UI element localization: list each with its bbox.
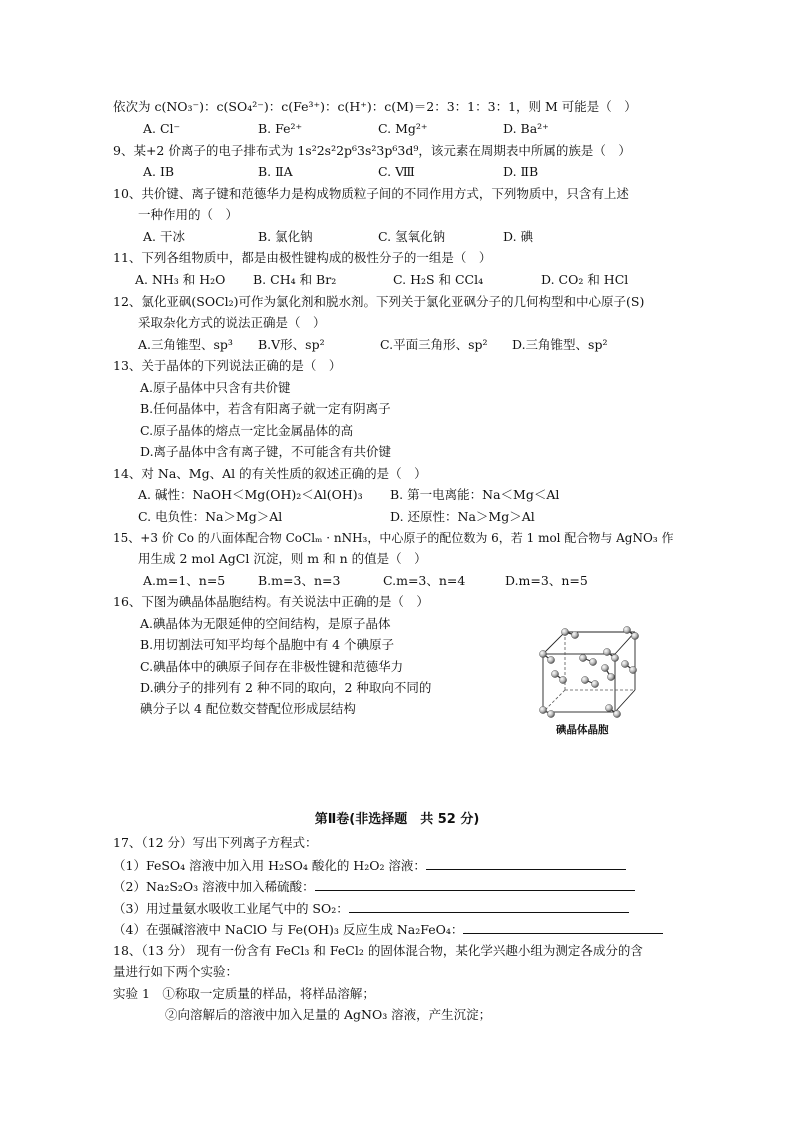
q13-option-c: C.原子晶体的熔点一定比金属晶体的高 <box>140 423 354 438</box>
q15-option-d: D.m=3、n=5 <box>505 573 588 588</box>
q17-part-3 <box>113 900 629 917</box>
q12-option-d: D.三角锥型、sp² <box>512 337 608 352</box>
q9-option-a: A. ⅠB <box>143 164 175 179</box>
q14-option-a: A. 碱性：NaOH＜Mg(OH)₂＜Al(OH)₃ <box>138 487 363 502</box>
q10-stem-1: 10、共价键、离子键和范德华力是构成物质粒子间的不同作用方式，下列物质中，只含有上述 <box>113 186 629 201</box>
q18-stem-2: 量进行如下两个实验： <box>113 964 239 979</box>
q17-part-3-blank[interactable] <box>349 900 629 913</box>
q10-option-b: B. 氯化钠 <box>258 229 313 244</box>
q12-stem-1: 12、氯化亚砜(SOCl₂)可作为氯化剂和脱水剂。下列关于氯化亚砜分子的几何构型和中心原子(S) <box>113 294 645 309</box>
q9-option-b: B. ⅡA <box>258 164 293 179</box>
q8-option-c: C. Mg²⁺ <box>378 121 428 136</box>
q13-option-b: B.任何晶体中，若含有阳离子就一定有阴离子 <box>140 401 391 416</box>
q15-option-a: A.m=1、n=5 <box>143 573 226 588</box>
q12-option-a: A.三角锥型、sp³ <box>138 337 233 352</box>
q10-stem-2: 一种作用的（ ） <box>138 207 239 222</box>
q9-stem: 9、某+2 价离子的电子排布式为 1s²2s²2p⁶3s²3p⁶3d⁹，该元素在周期表中所属的族是（ ） <box>113 143 631 158</box>
q9-option-c: C. Ⅷ <box>378 164 415 179</box>
q14-option-c: C. 电负性：Na＞Mg＞Al <box>138 509 283 524</box>
q11-stem: 11、下列各组物质中，都是由极性键构成的极性分子的一组是（ ） <box>113 250 492 265</box>
q17-part-4 <box>113 921 663 938</box>
q16-option-b: B.用切割法可知平均每个晶胞中有 4 个碘原子 <box>140 637 395 652</box>
iodine-unit-cell-figure <box>525 622 645 722</box>
q10-option-d: D. 碘 <box>503 229 534 244</box>
q11-option-a: A. NH₃ 和 H₂O <box>135 272 226 287</box>
q11-option-b: B. CH₄ 和 Br₂ <box>253 272 337 287</box>
q16-option-d-1: D.碘分子的排列有 2 种不同的取向，2 种取向不同的 <box>140 680 432 695</box>
q8-option-b: B. Fe²⁺ <box>258 121 303 136</box>
q10-option-a: A. 干冰 <box>143 229 185 244</box>
q15-option-b: B.m=3、n=3 <box>258 573 341 588</box>
q17-part-4-blank[interactable] <box>463 921 663 934</box>
q12-option-b: B.V形、sp² <box>258 337 325 352</box>
q18-experiment-1-step-2: ②向溶解后的溶液中加入足量的 AgNO₃ 溶液，产生沉淀； <box>165 1007 492 1022</box>
q16-stem: 16、下图为碘晶体晶胞结构。有关说法中正确的是（ ） <box>113 594 429 609</box>
q17-part-2-blank[interactable] <box>315 878 635 891</box>
q8-stem: 依次为 c(NO₃⁻)：c(SO₄²⁻)：c(Fe³⁺)：c(H⁺)：c(M)＝2：3：1：3：1，则 M 可能是（ ） <box>113 99 637 114</box>
q18-experiment-1-step-1: 实验 1 ①称取一定质量的样品，将样品溶解； <box>113 986 375 1001</box>
section-title: 第Ⅱ卷(非选择题 共 52 分) <box>314 812 480 827</box>
q17-part-1-label: （1）FeSO₄ 溶液中加入用 H₂SO₄ 酸化的 H₂O₂ 溶液： <box>113 858 426 873</box>
q9-option-d: D. ⅡB <box>503 164 539 179</box>
q13-option-d: D.离子晶体中含有离子键，不可能含有共价键 <box>140 444 392 459</box>
q17-part-3-label: （3）用过量氨水吸收工业尾气中的 SO₂： <box>113 901 349 916</box>
q10-option-c: C. 氢氧化钠 <box>378 229 446 244</box>
q13-option-a: A.原子晶体中只含有共价键 <box>140 380 291 395</box>
q17-part-2-label: （2）Na₂S₂O₃ 溶液中加入稀硫酸： <box>113 879 315 894</box>
q16-option-c: C.碘晶体中的碘原子间存在非极性键和范德华力 <box>140 659 404 674</box>
q16-option-a: A.碘晶体为无限延伸的空间结构，是原子晶体 <box>140 616 391 631</box>
q17-part-1 <box>113 857 626 874</box>
q11-option-d: D. CO₂ 和 HCl <box>541 272 629 287</box>
q18-stem-1: 18、（13 分） 现有一份含有 FeCl₃ 和 FeCl₂ 的固体混合物，某化学兴趣小组为测定各成分的含 <box>113 943 643 958</box>
q13-stem: 13、关于晶体的下列说法正确的是（ ） <box>113 358 342 373</box>
q14-stem: 14、对 Na、Mg、Al 的有关性质的叙述正确的是（ ） <box>113 466 427 481</box>
q17-part-1-blank[interactable] <box>426 857 626 870</box>
q15-stem-2: 用生成 2 mol AgCl 沉淀，则 m 和 n 的值是（ ） <box>138 551 427 566</box>
q14-option-b: B. 第一电离能：Na＜Mg＜Al <box>390 487 560 502</box>
q8-option-a: A. Cl⁻ <box>143 121 181 136</box>
q16-option-d-2: 碘分子以 4 配位数交替配位形成层结构 <box>140 701 356 716</box>
q11-option-c: C. H₂S 和 CCl₄ <box>393 272 484 287</box>
q12-option-c: C.平面三角形、sp² <box>380 337 488 352</box>
q8-option-d: D. Ba²⁺ <box>503 121 549 136</box>
q15-option-c: C.m=3、n=4 <box>383 573 466 588</box>
q17-stem: 17、（12 分）写出下列离子方程式： <box>113 835 318 850</box>
q17-part-2 <box>113 878 635 895</box>
q15-stem-1: 15、+3 价 Co 的八面体配合物 CoClₘ · nNH₃，中心原子的配位数为 6，若 1 mol 配合物与 AgNO₃ 作 <box>113 531 674 545</box>
q17-part-4-label: （4）在强碱溶液中 NaClO 与 Fe(OH)₃ 反应生成 Na₂FeO₄： <box>113 922 464 937</box>
q12-stem-2: 采取杂化方式的说法正确是（ ） <box>138 315 326 330</box>
figure-caption: 碘晶体晶胞 <box>556 724 609 736</box>
q14-option-d: D. 还原性：Na＞Mg＞Al <box>390 509 535 524</box>
